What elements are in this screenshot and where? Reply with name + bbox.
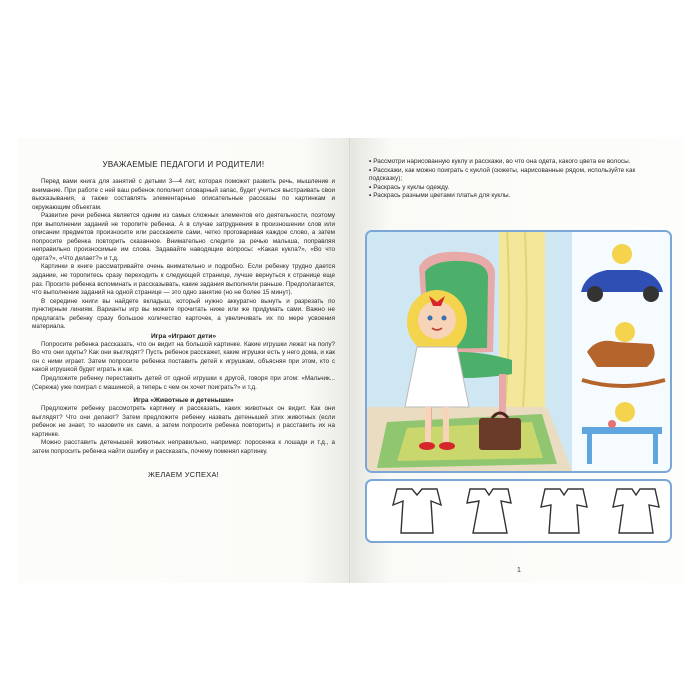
pictures-paragraph: Картинки в книге рассматривайте очень внимательно и подробно. Если ребенку трудно дается задание, не торопитесь сразу переходить к следующей странице, лучше вернуться к странице еще раз. Просите ребенка вспоминать и рассказывать, какие задания выполняли раньше. Предполагается, что выполнение заданий на одной странице — это одно занятие (но не более 15 минут). [32, 263, 335, 297]
doll-illustration [365, 230, 672, 473]
dress-4 [613, 489, 659, 533]
page-heading: УВАЖАЕМЫЕ ПЕДАГОГИ И РОДИТЕЛИ! [102, 160, 265, 169]
game2-paragraph: Можно расставить детенышей животных неправильно, например: поросенка к лошади и т.д., а затем попросить ребенка найти ошибку и рассказать, почему поменял картинку. [32, 439, 335, 455]
open-book [18, 138, 684, 583]
game1-paragraph: Попросите ребенка рассказать, что он видит на большой картинке. Какие игрушки лежат на полу? Во что они одеты? Как они выглядят? Пусть ребенок расскажет, какие игрушки есть у него дома, и как он с ними играет. Затем попросите ребенка поставить детей к игрушкам, объясняя при этом, кто с какой игрушкой будет играть и как. [32, 340, 335, 374]
left-page [18, 138, 351, 583]
right-page [351, 138, 684, 583]
task-item: • Рассмотри нарисованную куклу и расскажи, во что она одета, какого цвета ее волосы. [369, 158, 631, 165]
game1-title: Игра «Играют дети» [150, 332, 217, 340]
page-number: 1 [517, 567, 521, 574]
dress-3 [541, 489, 587, 533]
task-item: • Расскажи, как можно поиграть с куклой (сюжеты, нарисованные рядом, используйте как подсказку); [369, 166, 636, 183]
clothes-outline-panel [365, 479, 672, 543]
dress-2 [467, 489, 511, 533]
task-list [369, 158, 669, 201]
game1-paragraph: Предложите ребенку переставить детей от одной игрушки к другой, говоря при этом: «Мальчик... (Сережа) уже поиграл с машинкой, а теперь с чем он хочет поиграть?» и т.д. [32, 375, 335, 391]
speech-paragraph: Развитие речи ребенка является одним из самых сложных элементов его деятельности, поэтому при выполнении заданий не торопите ребенка. А в случае затруднения в произношении слов или описании предметов произносите или расскажите сами, четко проговаривая каждое слово, а затем попросите ребенка повторить сказанное. Внимательно следите за речью малыша, поправляя неправильно произносимые им слова. Задавайте наводящие вопросы: «Какая кукла?», «Во что одета?», «Что делает?» и т.д. [32, 212, 335, 262]
task-item: • Раскрась разными цветами платья для куклы. [369, 192, 511, 200]
task-item: • Раскрась у куклы одежду. [369, 183, 450, 191]
insert-paragraph: В середине книги вы найдете вкладыш, который нужно аккуратно вынуть и разрезать по пунктирным линиям. Варианты игр вы можете прочитать ниже или же придумать сами. Важно не предлагать ребенку сразу большое количество карточек, а увеличивать их по мере усвоения материала. [32, 297, 335, 331]
dress-1 [393, 489, 441, 533]
suitcase [479, 413, 521, 450]
left-page-text [32, 160, 335, 479]
game2-title: Игра «Животные и детеныши» [133, 397, 234, 405]
closing-wish: ЖЕЛАЕМ УСПЕХА! [147, 470, 220, 480]
game2-paragraph: Предложите ребенку рассмотреть картинку и рассказать, каких животных он видит. Как они выглядят? Что они делают? Затем предложите ребенку назвать детенышей этих животных (если ребенок не знает, то назовите их сами, а затем попросите ребенка повторить) и расставить их на картинке. [32, 405, 335, 438]
intro-paragraph: Перед вами книга для занятий с детьми 3—4 лет, которая поможет развить речь, мышление и внимание. При работе с ней ваш ребенок пополнит словарный запас, будет учиться выстраивать свои высказывания, а также составлять элементарные описательные рассказы по картинкам и окружающим объектам. [32, 178, 335, 211]
